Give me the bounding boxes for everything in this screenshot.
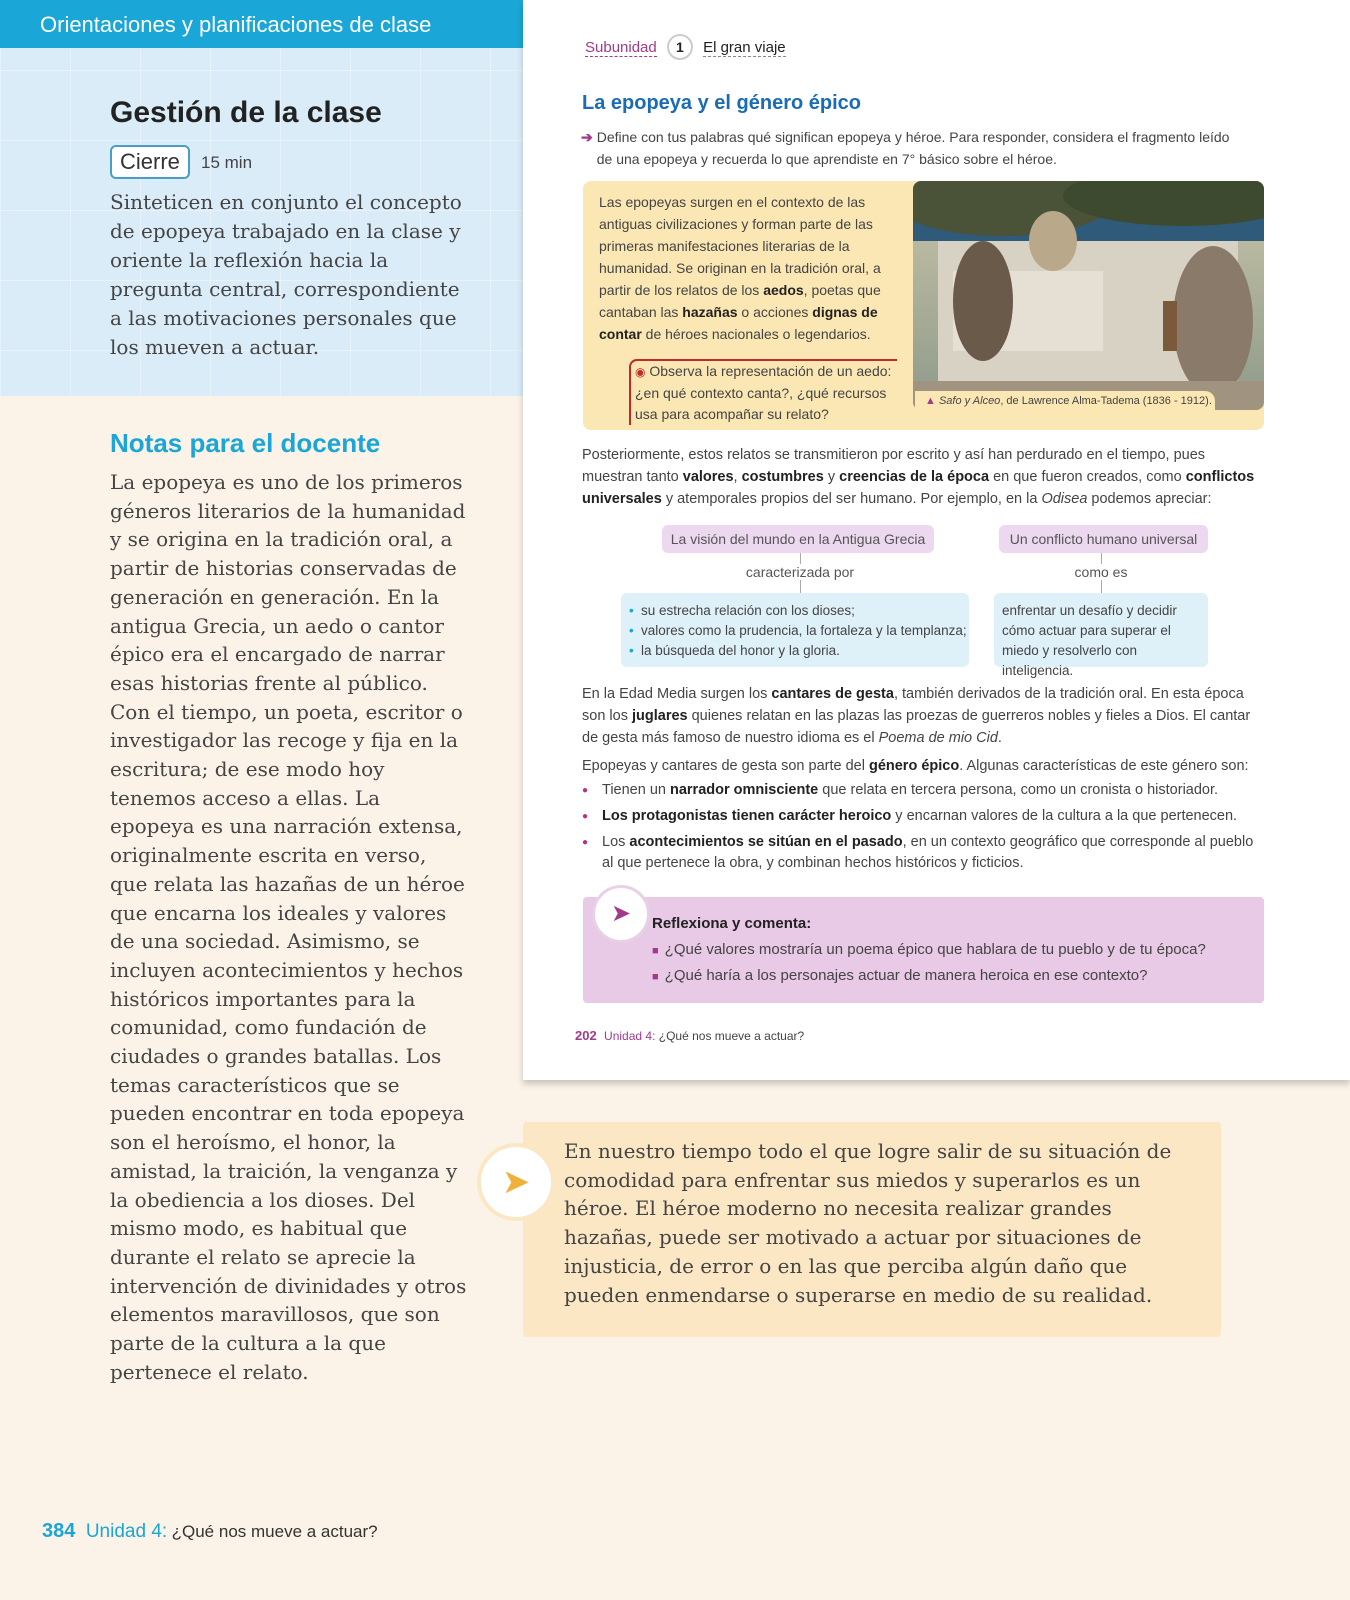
subunit-header (585, 34, 786, 60)
list-item: • valores como la prudencia, la fortaleza y la templanza; (641, 621, 969, 641)
map-link-como-es: como es (1061, 564, 1141, 580)
painting-caption: ▲ Safo y Alceo, de Lawrence Alma-Tadema (1836 - 1912). (915, 391, 1215, 411)
posterior-paragraph: Posteriormente, estos relatos se transmitieron por escrito y así han perdurado en el tiempo, pues muestran tanto valores, costumbres y creencias de la época en que fueron creados, como conflictos universales y atemporales propios del ser humano. Por ejemplo, en la Odisea podemos apreciar: (582, 447, 1255, 507)
unit-question: ¿Qué nos mueve a actuar? (171, 1522, 378, 1541)
compass-icon: ➤ (592, 885, 650, 943)
reflexiona-box (583, 897, 1264, 1003)
compass-icon: ➤ (477, 1143, 555, 1221)
subunit-number: 1 (667, 34, 693, 60)
page-number: 384 (42, 1520, 76, 1542)
cierre-time: 15 min (201, 153, 253, 172)
header-bar (0, 0, 523, 48)
cierre-text: Sinteticen en conjunto el concepto de epopeya trabajado en la clase y oriente la reflexión hacia la pregunta central, correspondiente a las motivaciones personales que los mueven a actuar. (110, 190, 462, 359)
define-prompt: ➔ Define con tus palabras qué significan epopeya y héroe. Para responder, considera el fragmento leído de una epopeya y recuerda lo que aprendiste en 7° básico sobre el héroe. (581, 129, 1230, 167)
section-title: La epopeya y el género épico (582, 92, 861, 114)
notas-title: Notas para el docente (110, 428, 381, 458)
observe-question: ◉ Observa la representación de un aedo: ¿en qué contexto canta?, ¿qué recursos usa para acompañar su relato? (629, 359, 897, 425)
map-leaf-conflicto: enfrentar un desafío y decidir cómo actuar para superar el miedo y resolverlo con inteligencia. (994, 593, 1208, 667)
reflexiona-title: Reflexiona y comenta: (652, 915, 812, 932)
genero-list (582, 780, 1262, 879)
page-number: 202 (575, 1028, 597, 1043)
arrow-icon: ➔ (581, 129, 593, 145)
epopeya-box (583, 181, 1264, 430)
list-item: ● Los acontecimientos se sitúan en el pasado, en un contexto geográfico que corresponde al pueblo al que pertenece la obra, y combinan hechos históricos y ficticios. (582, 832, 1262, 874)
teacher-note-text: En nuestro tiempo todo el que logre salir de su situación de comodidad para enfrentar sus miedos y superarlos es un héroe. El héroe moderno no necesita realizar grandes hazañas, puede ser motivado a actuar por situaciones de injusticia, de error o en las que perciba algún daño que pueden enmendarse o superarse en medio de su realidad. (564, 1139, 1172, 1307)
eye-icon: ◉ (635, 365, 646, 379)
painting-image (913, 181, 1264, 410)
list-item: • la búsqueda del honor y la gloria. (641, 641, 969, 661)
gestion-title: Gestión de la clase (110, 96, 382, 129)
subunit-title: El gran viaje (703, 39, 786, 56)
student-page (523, 0, 1350, 1080)
left-footer (42, 1520, 378, 1543)
list-item: ● Los protagonistas tienen carácter heroico y encarnan valores de la cultura a la que pertenecen. (582, 806, 1262, 827)
map-node-conflicto: Un conflicto humano universal (999, 525, 1208, 553)
header-title: Orientaciones y planificaciones de clase (40, 12, 432, 37)
list-item: ● Tienen un narrador omnisciente que relata en tercera persona, como un cronista o historiador. (582, 780, 1262, 801)
epopeya-text: Las epopeyas surgen en el contexto de las antiguas civilizaciones y forman parte de las primeras manifestaciones literarias de la humanidad. Se originan en la tradición oral, a partir de los relatos de los aedos, poetas que cantaban las hazañas o acciones dignas de contar de héroes nacionales o legendarios. (599, 194, 881, 342)
student-page-footer (575, 1028, 804, 1043)
map-link-caracterizada: caracterizada por (730, 564, 870, 580)
unit-label: Unidad 4: (604, 1029, 656, 1043)
notas-text: La epopeya es uno de los primeros géneros literarios de la humanidad y se origina en la tradición oral, a partir de historias conservadas de generación en generación. En la antigua Grecia, un aedo o cantor épico era el encargado de narrar esas historias frente al público. Con el tiempo, un poeta, escritor o investigador las recoge y fija en la escritura; de ese modo hoy tenemos acceso a ellas. La epopeya es una narración extensa, originalmente escrita en verso, que relata las hazañas de un héroe que encarna los ideales y valores de una sociedad. Asimismo, se incluyen acontecimientos y hechos históricos importantes para la comunidad, como fundación de ciudades o grandes batallas. Los temas característicos que se pueden encontrar en toda epopeya son el heroísmo, el honor, la amistad, la traición, la venganza y la obediencia a los dioses. Del mismo modo, es habitual que durante el relato se aprecie la intervención de divinidades y otros elementos maravillosos, que son parte de la cultura a la que pertenece el relato. (110, 470, 467, 1384)
genero-paragraph: Epopeyas y cantares de gesta son parte del género épico. Algunas características de este género son: (582, 758, 1249, 774)
list-item: • su estrecha relación con los dioses; (641, 601, 969, 621)
map-leaf-grecia (621, 593, 969, 667)
edad-media-paragraph: En la Edad Media surgen los cantares de gesta, también derivados de la tradición oral. En esta época son los juglares quienes relatan en las plazas las proezas de guerreros nobles y fieles a Dios. El cantar de gesta más famoso de nuestro idioma es el Poema de mio Cid. (582, 686, 1251, 746)
unit-question: ¿Qué nos mueve a actuar? (658, 1029, 805, 1043)
triangle-icon: ▲ (925, 395, 936, 407)
cierre-badge: Cierre (110, 145, 190, 179)
map-node-grecia: La visión del mundo en la Antigua Grecia (662, 525, 934, 553)
reflexiona-question: ■ ¿Qué valores mostraría un poema épico que hablara de tu pueblo y de tu época? (652, 941, 1206, 958)
subunit-label: Subunidad (585, 39, 657, 56)
reflexiona-question: ■ ¿Qué haría a los personajes actuar de manera heroica en ese contexto? (652, 967, 1148, 984)
unit-label: Unidad 4: (85, 1521, 168, 1542)
